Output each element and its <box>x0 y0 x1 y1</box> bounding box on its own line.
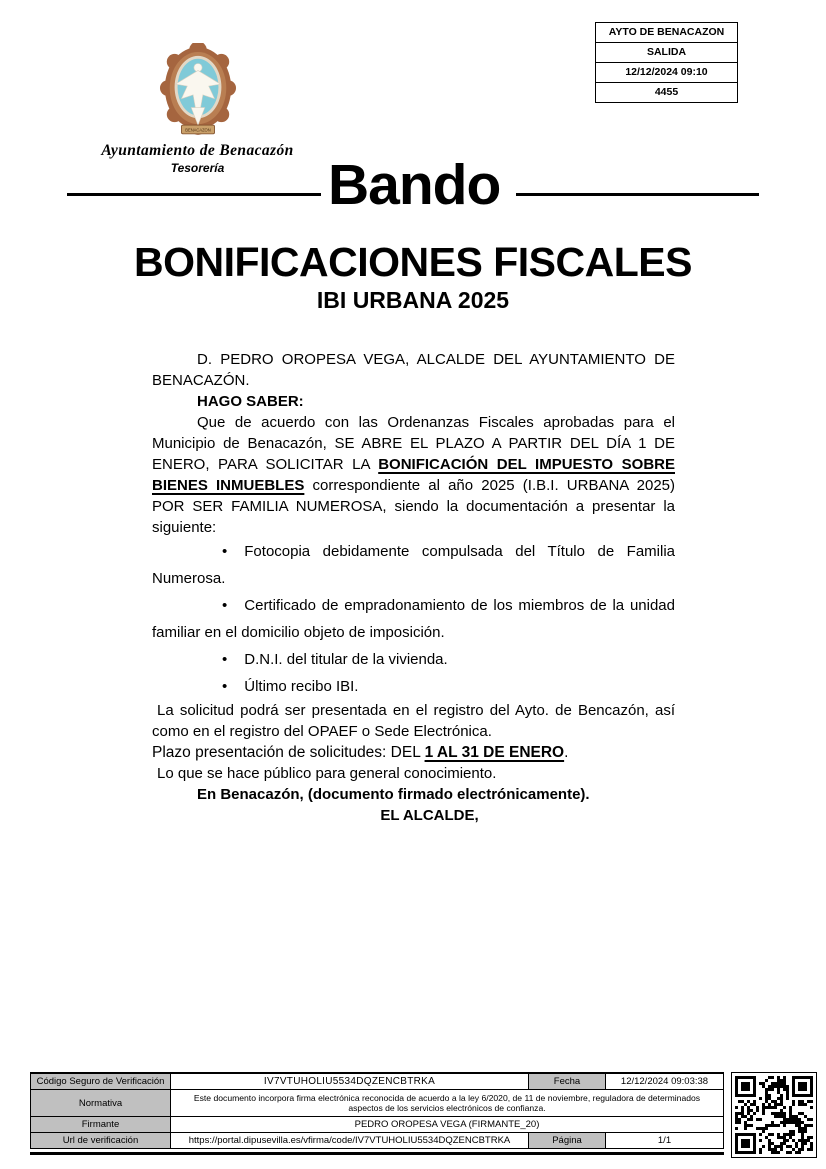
table-row <box>31 1133 724 1149</box>
table-row <box>31 1090 724 1117</box>
pagina-label: Página <box>529 1133 606 1149</box>
pagina-value: 1/1 <box>606 1133 724 1149</box>
url-label: Url de verificación <box>31 1133 171 1149</box>
list-item: • D.N.I. del titular de la vivienda. <box>152 646 675 673</box>
table-row <box>31 1073 724 1090</box>
list-item: • Certificado de empradonamiento de los miembros de la unidad familiar en el domicilio objeto de imposición. <box>152 592 675 646</box>
document-type-title: Bando <box>328 153 501 217</box>
plazo-dates: 1 AL 31 DE ENERO <box>424 744 565 761</box>
signature-footer <box>30 1072 817 1158</box>
org-department: Tesorería <box>170 161 225 175</box>
verification-url[interactable] <box>171 1133 529 1149</box>
stamp-type: SALIDA <box>596 43 737 63</box>
paragraph-plazo <box>152 742 675 763</box>
paragraph-mayor: D. PEDRO OROPESA VEGA, ALCALDE DEL AYUNTAMIENTO DE BENACAZÓN. <box>152 351 675 389</box>
main-title: BONIFICACIONES FISCALES <box>134 239 692 285</box>
firmante-label: Firmante <box>31 1117 171 1133</box>
announcement-pre: Que de acuerdo con las Ordenanzas Fiscales aprobadas para el Municipio de Benacazón, SE ABRE EL PLAZO A PARTIR DEL DÍA 1 DE ENERO, PARA SOLICITAR LA <box>152 414 675 473</box>
verification-table <box>30 1072 724 1149</box>
banner-rule-right <box>516 193 759 196</box>
document-body <box>152 349 675 826</box>
org-name: Ayuntamiento de Benacazón <box>101 142 294 159</box>
table-row <box>31 1117 724 1133</box>
registry-stamp <box>595 22 738 103</box>
fecha-value: 12/12/2024 09:03:38 <box>606 1073 724 1090</box>
plazo-post: . <box>564 744 569 761</box>
announcement-bonificacion: BONIFICACIÓN DEL IMPUESTO SOBRE BIENES INMUEBLES <box>152 456 675 494</box>
paragraph-firmado: En Benacazón, (documento firmado electrónicamente). <box>197 786 590 803</box>
normativa-value: Este documento incorpora firma electrónica reconocida de acuerdo a la ley 6/2020, de 11 de noviembre, reguladora de determinados aspectos de los servicios electrónicos de confianza. <box>171 1090 724 1117</box>
verification-link[interactable]: https://portal.dipusevilla.es/vfirma/code/IV7VTUHOLIU5534DQZENCBTRKA <box>188 1135 511 1146</box>
qr-code <box>731 1072 817 1158</box>
list-item: • Último recibo IBI. <box>152 673 675 700</box>
normativa-label: Normativa <box>31 1090 171 1117</box>
bando-banner <box>67 153 759 217</box>
csv-label: Código Seguro de Verificación <box>31 1073 171 1090</box>
banner-rule-left <box>67 193 321 196</box>
stamp-org: AYTO DE BENACAZON <box>596 23 737 43</box>
announcement-post: correspondiente al año 2025 (I.B.I. URBANA 2025) POR SER FAMILIA NUMEROSA, siendo la documentación a presentar la siguiente: <box>152 477 676 536</box>
firmante-value: PEDRO OROPESA VEGA (FIRMANTE_20) <box>171 1117 724 1133</box>
plazo-pre: Plazo presentación de solicitudes: DEL <box>152 744 425 761</box>
paragraph-registro: La solicitud podrá ser presentada en el registro del Ayto. de Bencazón, así como en el registro del OPAEF o Sede Electrónica. <box>152 702 675 740</box>
subtitle: IBI URBANA 2025 <box>316 287 510 313</box>
paragraph-hago-saber: HAGO SABER: <box>197 393 304 410</box>
footer-bottom-rule <box>30 1152 724 1155</box>
paragraph-alcalde: EL ALCALDE, <box>380 807 479 824</box>
seal-caption: BENACAZON <box>184 127 211 133</box>
csv-value: IV7VTUHOLIU5534DQZENCBTRKA <box>171 1073 529 1090</box>
stamp-number: 4455 <box>654 86 679 98</box>
paragraph-announcement <box>152 412 675 538</box>
municipal-seal-icon <box>159 43 237 137</box>
paragraph-publico: Lo que se hace público para general conocimiento. <box>157 765 497 782</box>
stamp-datetime: 12/12/2024 09:10 <box>596 63 737 83</box>
list-item: • Fotocopia debidamente compulsada del Título de Familia Numerosa. <box>152 538 675 592</box>
fecha-label: Fecha <box>529 1073 606 1090</box>
